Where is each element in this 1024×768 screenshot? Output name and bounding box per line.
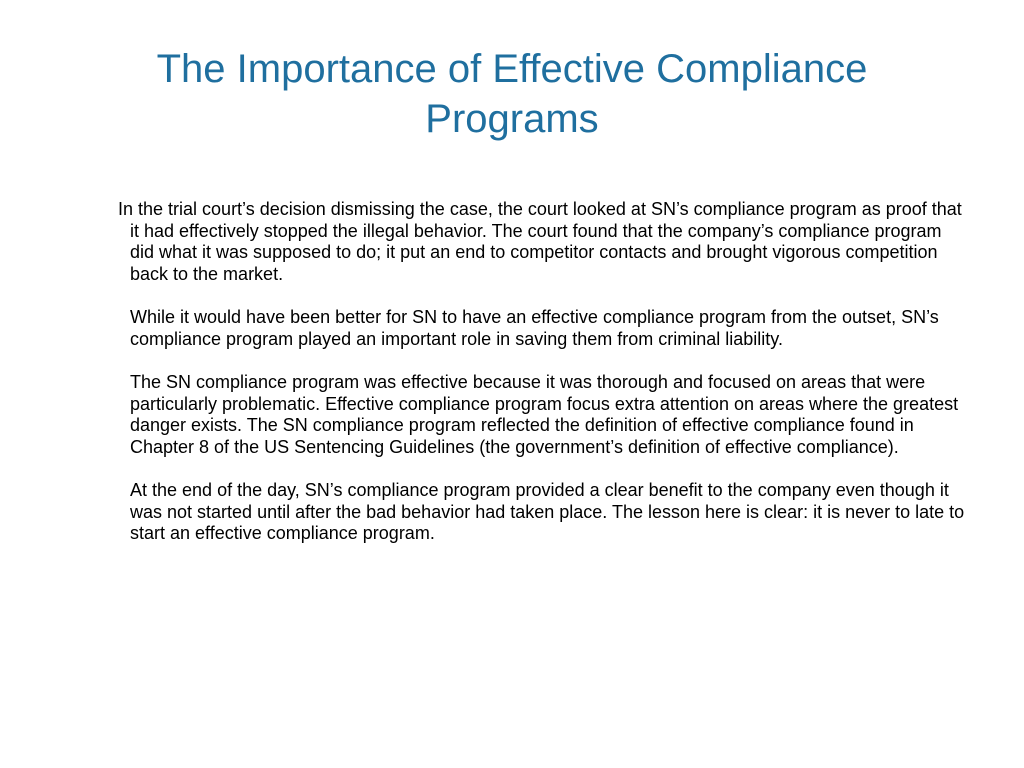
body-paragraph-1: In the trial court’s decision dismissing the case, the court looked at SN’s compliance program as proof that it had effectively stopped the illegal behavior. The court found that the company’s compliance program did what it was supposed to do; it put an end to competitor contacts and brought vigorous competition back to the market. xyxy=(118,199,962,284)
body-paragraph-3: The SN compliance program was effective because it was thorough and focused on areas that were particularly problematic. Effective compliance program focus extra attention on areas where the greatest danger exists. The SN compliance program reflected the definition of effective compliance found in Chapter 8 of the US Sentencing Guidelines (the government’s definition of effective compliance). xyxy=(130,372,959,457)
body-paragraph-2: While it would have been better for SN to have an effective compliance program from the outset, SN’s compliance program played an important role in saving them from criminal liability. xyxy=(130,307,939,349)
slide-title-line-2: Programs xyxy=(425,97,599,141)
slide-title xyxy=(60,44,964,144)
slide-body xyxy=(118,199,970,567)
slide-title-line-1: The Importance of Effective Compliance xyxy=(156,47,868,91)
body-paragraph-4: At the end of the day, SN’s compliance program provided a clear benefit to the company even though it was not started until after the bad behavior had taken place. The lesson here is clear: it is never to late to start an effective compliance program. xyxy=(130,480,965,543)
